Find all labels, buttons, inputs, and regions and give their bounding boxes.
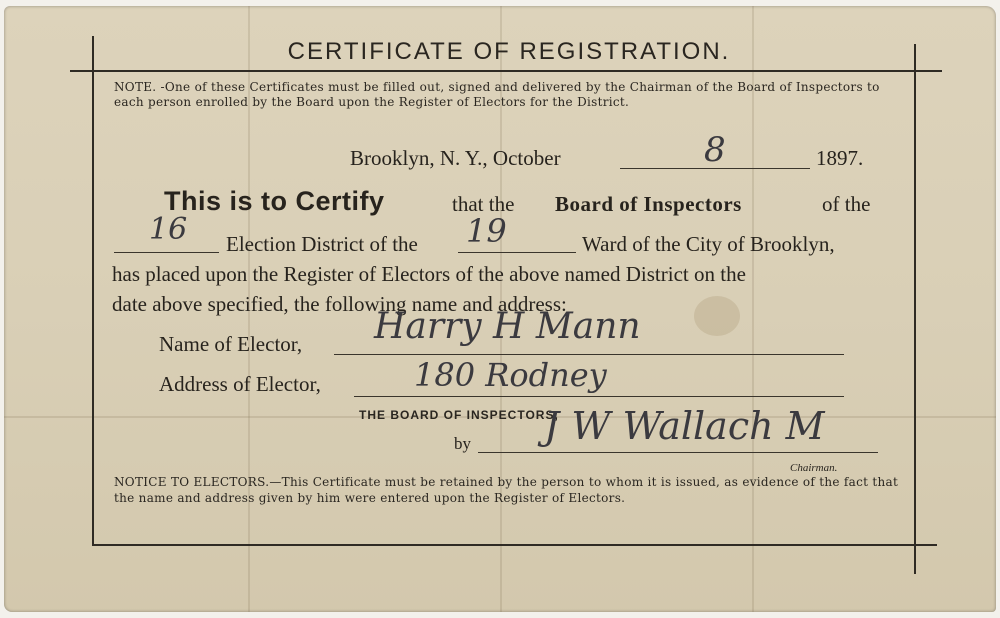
certify-end: of the [822,192,871,216]
chairman-signature: J W Wallach M [544,404,825,448]
body-line-4: date above specified, the following name and address: [112,292,567,316]
ward-handwritten: 19 [466,212,507,250]
elector-name-handwritten: Harry H Mann [374,306,641,347]
elector-address-handwritten: 180 Rodney [414,356,607,394]
certificate-title: CERTIFICATE OF REGISTRATION. [287,38,731,65]
board-of-inspectors: Board of Inspectors [555,192,742,216]
paper-stain [694,296,740,336]
district-blank [114,252,219,253]
signature-blank [478,452,878,453]
name-label: Name of Elector, [159,332,303,356]
year: 1897. [816,146,864,170]
name-blank [334,354,844,355]
border-left [92,36,94,546]
certificate-card [4,6,996,612]
ward-text: Ward of the City of Brooklyn, [582,232,835,256]
by-label: by [454,434,471,453]
board-label: THE BOARD OF INSPECTORS, [359,408,559,422]
border-top [70,70,942,72]
address-blank [354,396,844,397]
notice-to-electors: NOTICE TO ELECTORS.—This Certificate must be retained by the person to whom it is issued, as evidence of the fact that the name and address given by him were entered upon the Register of Electors. [114,475,899,505]
place-date: Brooklyn, N. Y., October [350,146,561,170]
district-text: Election District of the [226,232,418,256]
certify-mid: that the [452,192,515,216]
border-right [914,44,916,574]
district-handwritten: 16 [149,212,188,247]
ward-blank [458,252,576,253]
chairman-label: Chairman. [790,462,838,474]
border-bottom [92,544,937,546]
body-line-3: has placed upon the Register of Electors of the above named District on the [112,262,746,286]
certify-heading: This is to Certify [164,186,385,216]
address-label: Address of Elector, [159,372,321,396]
day-handwritten: 8 [704,130,726,170]
note-text: NOTE. -One of these Certificates must be filled out, signed and delivered by the Chairman of the Board of Inspectors to each person enrolled by the Board upon the Register of Electors for the District. [114,80,880,109]
